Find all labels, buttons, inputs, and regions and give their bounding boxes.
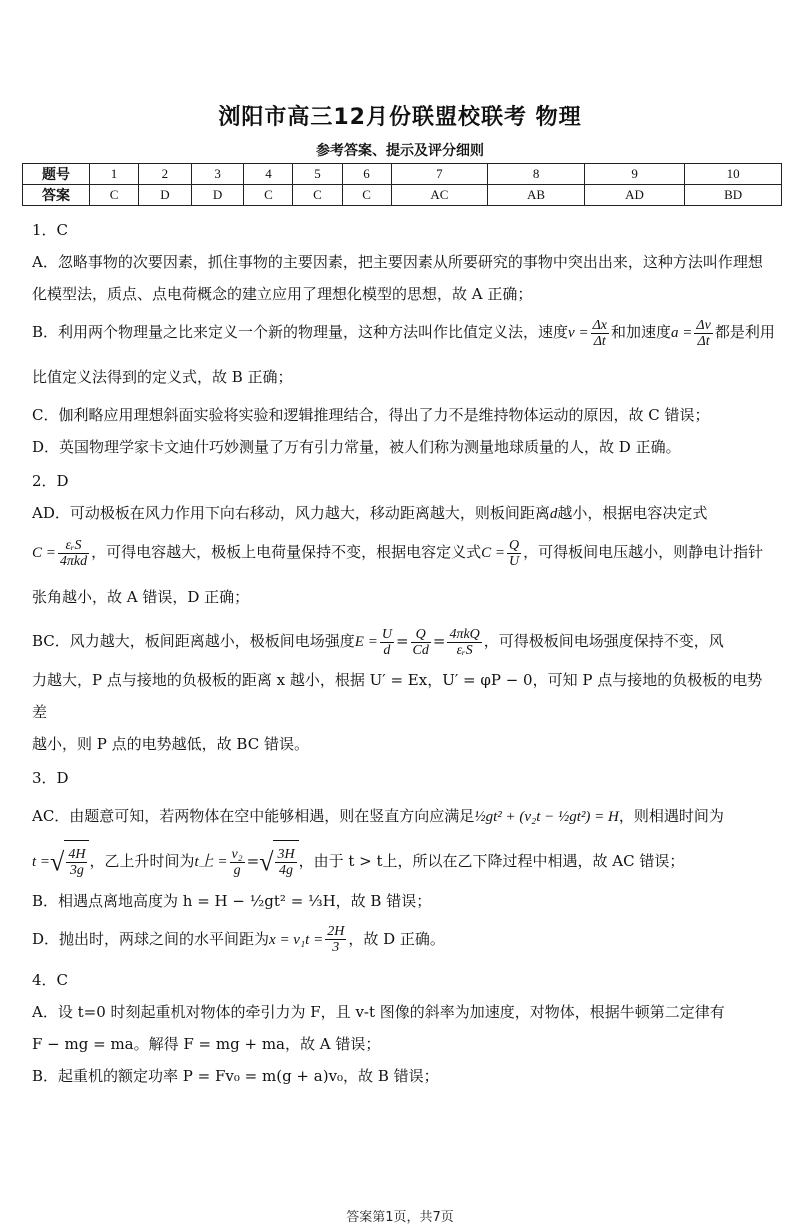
q2-ad1-post: 越小，根据电容决定式 bbox=[557, 504, 708, 522]
q3-ac-equation: ½gt² + (v₂t − ½gt²) = H bbox=[474, 809, 619, 825]
q3-heading: 3．D bbox=[32, 769, 69, 787]
q2-bc-line1: BC．风力越大，板间距离越小，极板间电场强度E = $\frac{U}{d}$ = $\frac{Q}{Cd}$ = $\frac{\text{4πkQ}}{\text{εᵣS}}$ ，可得极板间电场强度保持不变，风 bbox=[32, 626, 724, 658]
q2-ad2-mid: ，可得电容越大，极板上电荷量保持不变，根据电容定义式 bbox=[91, 543, 482, 561]
fraction-denominator: 3 bbox=[332, 940, 340, 955]
q3-rise-fraction bbox=[230, 847, 245, 878]
answer-cell: C bbox=[293, 185, 342, 206]
q1-option-c: C．伽利略应用理想斜面实验将实验和逻辑推理结合，得出了力不是维持物体运动的原因，故 C 错误； bbox=[32, 406, 710, 424]
fraction-numerator: v₂ bbox=[231, 846, 243, 862]
q3-ac-line2: t =√ $\frac{4H}{3g}$ ，乙上升时间为t上 = $\frac{\text{v₂}}{g}$ =√ $\frac{3H}{4g}$ ，由于 t > t上，所以在乙下降过程中相遇，故 AC 错误； bbox=[32, 839, 777, 885]
q2-bc-line2: 力越大，P 点与接地的负极板的距离 x 越小，根据 U′ = Ex，U′ = φP − 0，可知 P 点与接地的负极板的电势差 bbox=[32, 671, 763, 721]
q3-distance-fraction bbox=[325, 924, 346, 955]
answer-table bbox=[22, 163, 782, 206]
fraction-denominator: 4g bbox=[279, 862, 294, 878]
question-number: 8 bbox=[488, 164, 585, 185]
q3-d-post: ，故 D 正确。 bbox=[348, 929, 445, 948]
answer-cell: AC bbox=[391, 185, 488, 206]
q1-option-d: D．英国物理学家卡文迪什巧妙测量了万有引力常量，被人们称为测量地球质量的人，故 D 正确。 bbox=[32, 438, 681, 456]
fraction-numerator: 2H bbox=[327, 924, 345, 939]
fraction-denominator: 4πkd bbox=[59, 553, 88, 569]
q3-t-post: ，由于 t > t上，所以在乙下降过程中相遇，故 AC 错误； bbox=[298, 852, 685, 870]
q2-bc-line3: 越小，则 P 点的电势越低，故 BC 错误。 bbox=[32, 735, 309, 753]
row-label-number: 题号 bbox=[23, 164, 90, 185]
question-number: 9 bbox=[584, 164, 684, 185]
q3-option-b: B．相遇点离地高度为 h = H − ½gt² = ⅓H，故 B 错误； bbox=[32, 891, 432, 910]
q2-capacitance-definition-fraction bbox=[507, 538, 521, 569]
q2-field-fraction-3 bbox=[447, 627, 481, 658]
fraction-numerator: Δx bbox=[592, 317, 607, 333]
q3-sqrt-rise bbox=[259, 840, 298, 885]
q2-f2-lhs: C = bbox=[481, 545, 506, 561]
q2-capacitance-fraction bbox=[58, 538, 89, 569]
answer-cell: AD bbox=[584, 185, 684, 206]
q3-option-d bbox=[32, 917, 777, 962]
fraction-numerator: 4H bbox=[68, 846, 86, 862]
sqrt-body bbox=[273, 840, 298, 885]
sqrt-icon: √ bbox=[50, 847, 65, 876]
q1-option-a: A．忽略事物的次要因素，抓住事物的主要因素，把主要因素从所要研究的事物中突出出来，这种方法叫作理想化模型法，质点、点电荷概念的建立应用了理想化模型的思想，故 A 正确； bbox=[32, 253, 763, 303]
fraction-numerator: Q bbox=[509, 537, 520, 553]
q3-sqrt-time bbox=[50, 840, 89, 885]
q2-heading: 2．D bbox=[32, 472, 69, 490]
question-number: 5 bbox=[293, 164, 342, 185]
sqrt-body bbox=[64, 840, 89, 885]
question-number: 4 bbox=[244, 164, 293, 185]
q1-b-f2-lhs: a = bbox=[671, 325, 693, 341]
q1-heading: 1．C bbox=[32, 221, 69, 239]
q1-b-mid: 和加速度 bbox=[611, 323, 672, 341]
q2-f3-lhs: E = bbox=[354, 634, 378, 650]
question-number: 3 bbox=[191, 164, 244, 185]
page-subtitle: 参考答案、提示及评分细则 bbox=[316, 143, 484, 159]
q1-b-f1-lhs: v = bbox=[568, 325, 589, 341]
q3-d-eq: x = v₁t = bbox=[269, 931, 324, 948]
q1-b-post: 都是利用比值定义法得到的定义式，故 B 正确； bbox=[32, 323, 775, 386]
q3-rise-time-fraction bbox=[275, 847, 296, 878]
q2-bc-pre: BC．风力越大，板间距离越小，极板间电场强度 bbox=[32, 632, 355, 650]
q2-ad-line2 bbox=[32, 530, 777, 619]
q2-field-fraction-1 bbox=[380, 627, 394, 658]
sqrt-icon: √ bbox=[259, 847, 274, 876]
q2-ad-line1 bbox=[32, 497, 777, 530]
fraction-numerator: U bbox=[381, 626, 392, 642]
row-label-answer: 答案 bbox=[23, 185, 90, 206]
answer-table-number-row bbox=[23, 164, 782, 185]
fraction-numerator: 3H bbox=[277, 846, 295, 862]
q2-ad2-post: ，可得板间电压越小，则静电计指针张角越小，故 A 错误，D 正确； bbox=[32, 543, 764, 606]
q3-t2-lhs: t上 = bbox=[194, 854, 228, 870]
q3-t-lhs: t = bbox=[32, 854, 51, 870]
q2-f1-lhs: C = bbox=[32, 545, 56, 561]
answer-cell: C bbox=[342, 185, 391, 206]
q1-b-pre: B．利用两个物理量之比来定义一个新的物理量，这种方法叫作比值定义法，速度 bbox=[32, 323, 569, 341]
question-number: 7 bbox=[391, 164, 488, 185]
question-number: 2 bbox=[139, 164, 192, 185]
q1-option-b bbox=[32, 310, 777, 399]
q3-ac-pre: AC．由题意可知，若两物体在空中能够相遇，则在竖直方向应满足 bbox=[32, 807, 475, 825]
answer-cell: C bbox=[90, 185, 139, 206]
fraction-numerator: Q bbox=[411, 627, 431, 643]
fraction-denominator: Δt bbox=[697, 333, 710, 349]
answer-cell: C bbox=[244, 185, 293, 206]
fraction-denominator: d bbox=[383, 642, 391, 658]
question-number: 1 bbox=[90, 164, 139, 185]
q1-b-fraction-acceleration bbox=[694, 318, 712, 349]
solution-content bbox=[32, 212, 777, 1092]
fraction-denominator: εᵣS bbox=[456, 642, 473, 658]
q4-option-b: B．起重机的额定功率 P = Fv₀ = m(g + a)v₀，故 B 错误； bbox=[32, 1066, 439, 1085]
q1-b-fraction-velocity bbox=[591, 318, 609, 349]
page-title: 浏阳市高三12月份联盟校联考 物理 bbox=[218, 105, 582, 130]
q2-bc-post: ，可得极板间电场强度保持不变，风 bbox=[483, 632, 724, 650]
answer-cell: D bbox=[139, 185, 192, 206]
answer-table-answer-row bbox=[23, 185, 782, 206]
q4-heading: 4．C bbox=[32, 970, 69, 989]
q3-d-pre: D．抛出时，两球之间的水平间距为 bbox=[32, 929, 270, 948]
q2-field-fraction-2 bbox=[411, 627, 431, 658]
answer-cell: BD bbox=[685, 185, 782, 206]
q2-ad1-var: d bbox=[549, 506, 558, 522]
question-number: 10 bbox=[685, 164, 782, 185]
fraction-numerator: 4πkQ bbox=[449, 626, 480, 642]
fraction-denominator: g bbox=[233, 862, 241, 878]
q3-ac-post: ，则相遇时间为 bbox=[618, 807, 724, 825]
fraction-denominator: U bbox=[509, 553, 520, 569]
q4-option-a-line1: A．设 t=0 时刻起重机对物体的牵引力为 F，且 v-t 图像的斜率为加速度，对物体，根据牛顿第二定律有 bbox=[32, 1002, 725, 1021]
fraction-numerator: Δv bbox=[696, 317, 711, 333]
q4-option-a-line2: F − mg = ma。解得 F = mg + ma，故 A 错误； bbox=[32, 1034, 381, 1053]
fraction-denominator: Δt bbox=[593, 333, 606, 349]
fraction-denominator: Cd bbox=[412, 642, 429, 658]
q3-time-fraction bbox=[66, 847, 87, 878]
q3-ac-line1 bbox=[32, 794, 777, 839]
q2-ad1-text: AD．可动极板在风力作用下向右移动，风力越大，移动距离越大，则板间距离 bbox=[32, 504, 550, 522]
q3-t-mid: ，乙上升时间为 bbox=[89, 852, 195, 870]
answer-cell: D bbox=[191, 185, 244, 206]
fraction-numerator: εᵣS bbox=[58, 538, 89, 554]
question-number: 6 bbox=[342, 164, 391, 185]
fraction-denominator: 3g bbox=[69, 862, 84, 878]
page-footer: 答案第1页，共7页 bbox=[346, 1210, 454, 1225]
answer-cell: AB bbox=[488, 185, 585, 206]
